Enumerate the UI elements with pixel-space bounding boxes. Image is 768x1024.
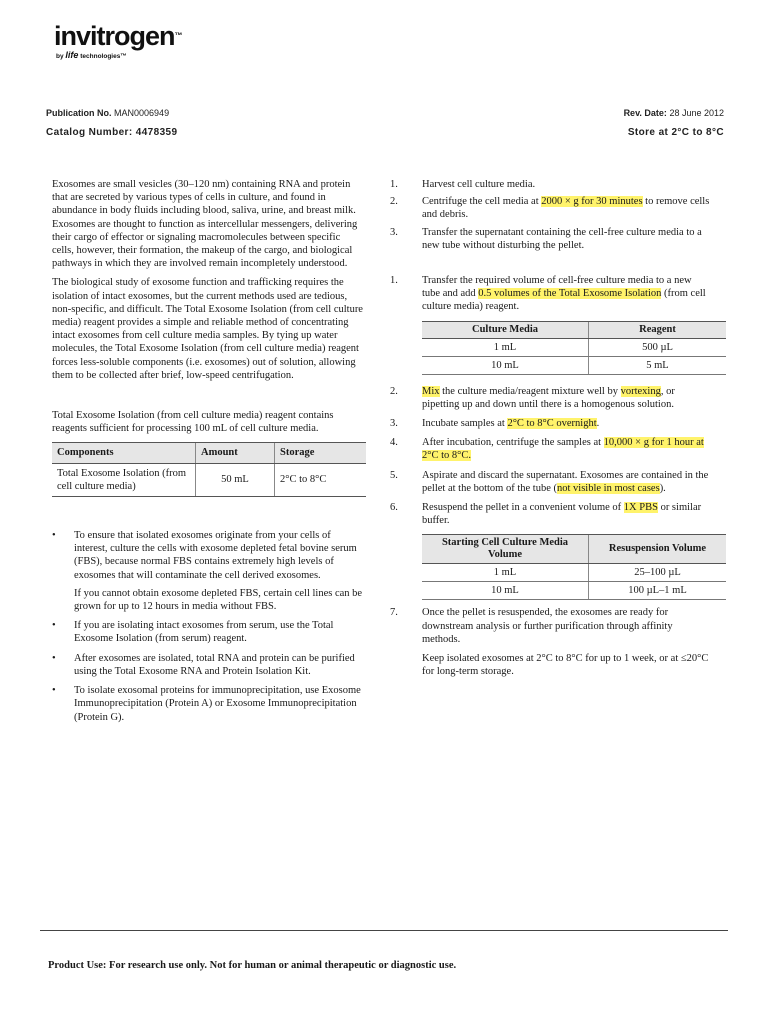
- method-paragraph: The biological study of exosome function and trafficking requires the isolation of intact exosomes, but the current methods used are tedious, non-specific, and difficult. The Total Exosome Isolation (from cell culture media) reagent provides a simple and reliable method of concentrating intact exosomes from cell culture media samples. By tying up water molecules, the Total Exosome Isolation (from cell culture media) reagent forces less-soluble components (i.e. exosomes) out of solution, allowing them to be collected after brief, low-speed centrifugation.: [52, 277, 363, 381]
- resuspension-table: Starting Cell Culture Media Volume Resuspension Volume 1 mL 25–100 µL 10 mL 100 µL–1 mL: [422, 534, 726, 600]
- contents-paragraph: Total Exosome Isolation (from cell culture media) reagent contains reagents sufficient for processing 100 mL of cell culture media.: [52, 410, 334, 435]
- list-item: • If you are isolating intact exosomes from serum, use the Total Exosome Isolation (from serum) reagent.: [52, 620, 334, 645]
- left-column: [52, 178, 364, 724]
- list-item: 4. After incubation, centrifuge the samples at 10,000 × g for 1 hour at 2°C to 8°C.: [390, 437, 704, 462]
- right-column: [390, 178, 712, 678]
- list-item: 3. Incubate samples at 2°C to 8°C overnight.: [390, 418, 600, 430]
- reagent-table: Culture Media Reagent 1 mL 500 µL 10 mL 5 mL: [422, 321, 726, 375]
- list-item: • After exosomes are isolated, total RNA and protein can be purified using the Total Exosome RNA and Protein Isolation Kit.: [52, 652, 355, 677]
- list-item: 6. Resuspend the pellet in a convenient volume of 1X PBS or similar buffer. Starting Cell Culture Media Volume Resuspension Volume 1 mL 25–100 µL 10 mL 100 µL–1 mL: [390, 501, 712, 600]
- invitrogen-logo: invitrogen™ by life technologies™: [54, 21, 182, 60]
- th-components: Components: [52, 443, 196, 463]
- isolation-steps: [390, 274, 712, 678]
- th-storage: Storage: [275, 443, 367, 463]
- td-amount: 50 mL: [196, 463, 275, 496]
- storage-temp: Store at 2°C to 8°C: [627, 127, 724, 138]
- list-item: 1. Harvest cell culture media.: [390, 179, 536, 190]
- logo-by: by: [56, 53, 64, 60]
- list-item: 1. Transfer the required volume of cell-free culture media to a new tube and add 0.5 volumes of the Total Exosome Isolation (from cell culture media) reagent. Culture Media Reagent 1 mL 500 µL 10 mL 5 mL: [390, 274, 712, 375]
- list-item: 2. Mix the culture media/reagent mixture well by vortexing, or pipetting up and down until there is a homogenous solution.: [390, 385, 675, 410]
- footer-divider: [40, 930, 728, 931]
- product-use-footer: Product Use: For research use only. Not for human or animal therapeutic or diagnostic use.: [48, 960, 457, 971]
- td-component: Total Exosome Isolation (from cell culture media): [52, 463, 196, 496]
- logo-tech: technologies: [80, 53, 121, 60]
- prep-steps: [390, 178, 712, 252]
- catalog-number: Catalog Number: 4478359: [46, 127, 178, 138]
- revision-date: Rev. Date: 28 June 2012: [623, 108, 724, 118]
- list-item: • To isolate exosomal proteins for immunoprecipitation, use Exosome Immunoprecipitation (Protein A) or Exosome Immunoprecipitation (Protein G).: [52, 685, 361, 723]
- td-storage: 2°C to 8°C: [275, 463, 367, 496]
- th-amount: Amount: [196, 443, 275, 463]
- components-table: [52, 442, 366, 497]
- list-item: • To ensure that isolated exosomes originate from your cells of interest, culture the cells with exosome depleted fetal bovine serum (FBS), because normal FBS contains extremely high levels of exosomes that will contaminate the cell derived exosomes. If you cannot obtain exosome depleted FBS, certain cell lines can be grown for up to 12 hours in media without FBS.: [52, 530, 363, 613]
- list-item: 7. Once the pellet is resuspended, the exosomes are ready for downstream analysis or further purification through affinity methods. Keep isolated exosomes at 2°C to 8°C for up to 1 week, or at ≤20°C for long-term storage.: [390, 607, 709, 678]
- publication-number: Publication No. MAN0006949: [46, 108, 170, 118]
- list-item: 5. Aspirate and discard the supernatant. Exosomes are contained in the pellet at the bottom of the tube (not visible in most cases).: [390, 469, 709, 494]
- intro-paragraph: Exosomes are small vesicles (30–120 nm) containing RNA and protein that are secreted by various types of cells in culture, and found in abundance in body fluids including blood, saliva, urine, and breast milk. Exosomes are thought to function as intercellular messengers, delivering their cargo of effector or signaling macromolecules between specific cells, however, their formation, the makeup of the cargo, and biological pathways in which they are involved remain incompletely understood.: [52, 179, 358, 270]
- list-item: 3. Transfer the supernatant containing the cell-free culture media to a new tube without disturbing the pellet.: [390, 226, 702, 251]
- list-item: 2. Centrifuge the cell media at 2000 × g for 30 minutes to remove cells and debris.: [390, 196, 710, 221]
- notes-list: [52, 529, 364, 724]
- logo-life: life: [65, 50, 79, 60]
- logo-brand: invitrogen: [54, 21, 175, 51]
